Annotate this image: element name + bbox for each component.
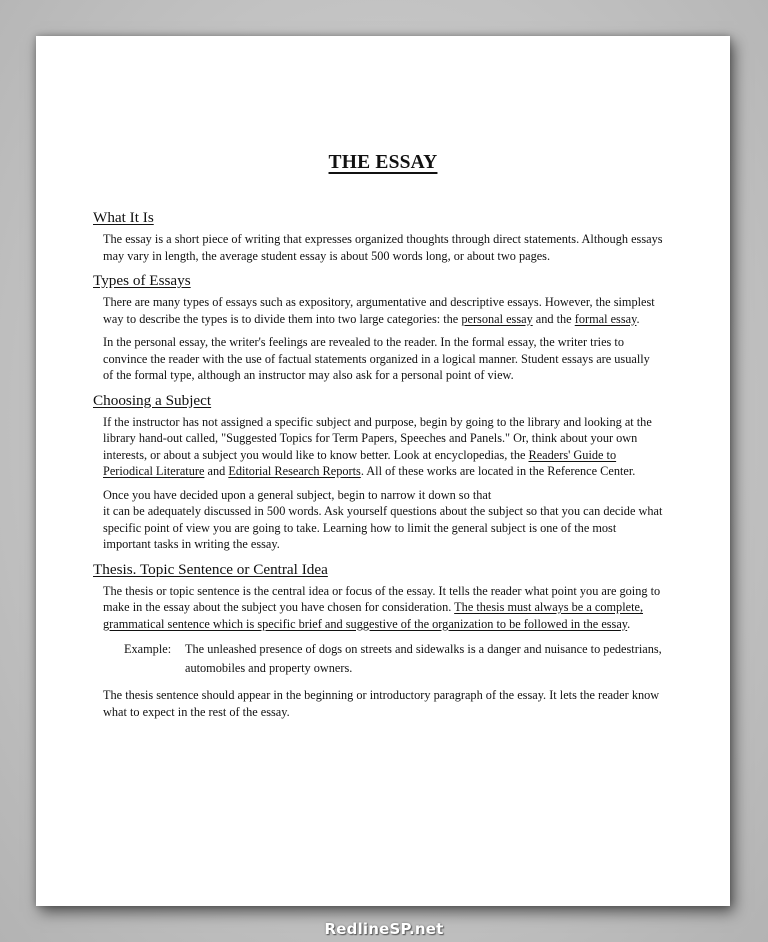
paragraph-text: . <box>636 311 640 326</box>
paragraph <box>103 414 663 480</box>
paragraph <box>103 294 663 327</box>
section-heading: What It Is <box>93 209 154 226</box>
underlined-term-personal-essay: personal essay <box>461 311 533 326</box>
section-heading: Choosing a Subject <box>93 391 212 409</box>
paragraph-text: . <box>627 616 631 631</box>
document-title-text: THE ESSAY <box>328 152 438 173</box>
paragraph-closing: The thesis sentence should appear in the beginning or introductory paragraph of the essay. It lets the reader know what to expect in the rest of the essay. <box>103 688 660 719</box>
paragraph-text: If the instructor has not assigned a specific subject and purpose, begin by going to the library and looking at the library hand-out called, "Suggested Topics for Term Papers, Speeches and Panels." Or, think about your own interests, or about a subject you would like to know better. Look at encyclopedias, the <box>103 414 652 462</box>
underlined-title-editorial-research-reports: Editorial Research Reports <box>228 464 361 478</box>
section-types-of-essays <box>93 271 663 384</box>
paragraph-text: The thesis or topic sentence is the central idea or focus of the essay. It tells the reader what point you are going to make in the essay about the subject you have chosen for consideration. <box>103 583 661 614</box>
example-text: The unleashed presence of dogs on streets and sidewalks is a danger and nuisance to pedestrians, automobiles and property owners. <box>185 642 662 675</box>
underlined-title-readers-guide: Readers' Guide to Periodical Literature <box>103 447 617 478</box>
paragraph-text: it can be adequately discussed in 500 words. Ask yourself questions about the subject so that you can decide what specific point of view you are going to take. Learning how to limit the general subject is one of the most important tasks in writing the essay. <box>103 504 663 551</box>
document-body <box>93 208 663 727</box>
document-title <box>36 152 730 174</box>
underlined-term-formal-essay: formal essay <box>574 311 637 326</box>
paragraph <box>103 487 663 553</box>
paragraph: The essay is a short piece of writing that expresses organized thoughts through direct statements. Although essays may vary in length, the average student essay is about 500 words long, or about two pages. <box>103 232 663 263</box>
example-label: Example: <box>124 642 172 656</box>
paragraph: In the personal essay, the writer's feelings are revealed to the reader. In the formal essay, the writer tries to convince the reader with the use of factual statements organized in a logical manner. Student essays are usually of the formal type, although an instructor may also ask for a personal point of view. <box>103 335 650 382</box>
section-choosing-a-subject <box>93 391 663 553</box>
section-thesis <box>93 560 663 721</box>
paragraph <box>103 583 663 633</box>
paragraph-first-line: Once you have decided upon a general subject, begin to narrow it down so that <box>103 487 492 502</box>
watermark: RedlineSP.net <box>324 920 444 938</box>
paragraph-text: and the <box>532 311 575 326</box>
section-heading: Types of Essays <box>93 272 191 289</box>
document-page <box>36 36 730 906</box>
paragraph-text: There are many types of essays such as expository, argumentative and descriptive essays. However, the simplest way to describe the types is to divide them into two large categories: the <box>103 295 655 326</box>
example-block <box>124 640 663 677</box>
section-what-it-is <box>93 208 663 264</box>
paragraph-text: and <box>204 464 229 478</box>
underlined-thesis-rule: The thesis must always be a complete, grammatical sentence which is specific brief and suggestive of the organization to be followed in the essay <box>103 600 644 631</box>
section-heading: Thesis. Topic Sentence or Central Idea <box>93 560 328 578</box>
paragraph-text: . All of these works are located in the Reference Center. <box>360 464 636 478</box>
